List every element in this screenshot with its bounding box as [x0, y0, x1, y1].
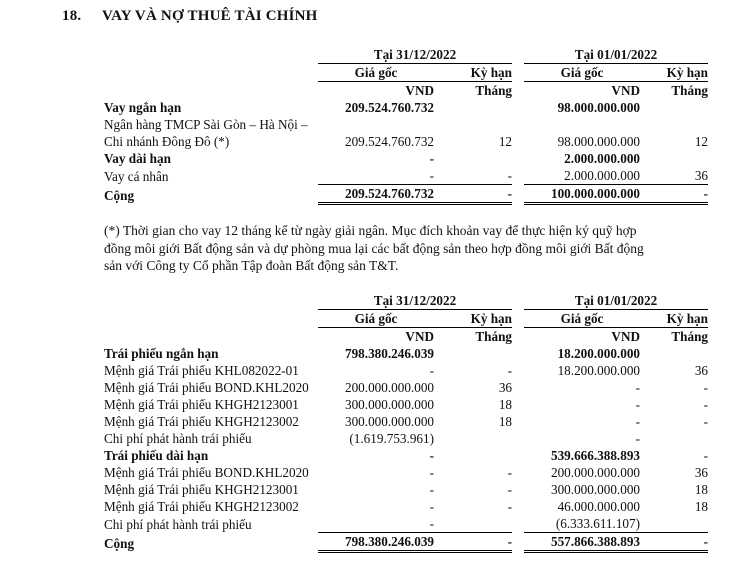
table-row — [104, 447, 708, 464]
cell-term-2022: - — [434, 185, 512, 204]
unit-month: Tháng — [434, 82, 512, 100]
cell-term-2021: 36 — [694, 465, 708, 480]
total-row — [104, 185, 708, 204]
cell-cost-2021: - — [635, 397, 640, 412]
section-heading — [62, 8, 318, 25]
cell-cost-2021: 100.000.000.000 — [524, 185, 640, 204]
cell-cost-2021: 557.866.388.893 — [524, 533, 640, 552]
cell-cost-2021: 2.000.000.000 — [564, 168, 640, 183]
period-2021-header: Tại 01/01/2022 — [524, 292, 708, 310]
cell-term-2022: - — [507, 465, 512, 480]
table-row — [104, 464, 708, 481]
cell-term-2021 — [640, 515, 708, 533]
table-row — [104, 413, 708, 430]
row-label: Trái phiếu dài hạn — [104, 448, 209, 463]
total-row — [104, 533, 708, 552]
cell-cost-2021: 98.000.000.000 — [557, 100, 640, 115]
column-header-row — [104, 64, 708, 82]
cell-term-2021 — [640, 150, 708, 167]
period-2022-header: Tại 31/12/2022 — [318, 292, 512, 310]
cell-cost-2021: - — [635, 380, 640, 395]
unit-month: Tháng — [640, 328, 708, 346]
table-row — [104, 99, 708, 116]
col-term-header: Kỳ hạn — [470, 65, 512, 80]
cell-term-2022 — [434, 99, 512, 116]
cell-cost-2022: 209.524.760.732 — [344, 134, 434, 149]
cell-term-2021: - — [703, 397, 708, 412]
cell-term-2021: 36 — [694, 168, 708, 183]
col-cost-header: Giá gốc — [354, 311, 398, 326]
table-row — [104, 379, 708, 396]
cell-cost-2021: - — [635, 431, 640, 446]
cell-cost-2021: 2.000.000.000 — [564, 151, 640, 166]
cell-cost-2021: 200.000.000.000 — [550, 465, 640, 480]
table-row — [104, 515, 708, 533]
cell-term-2022: 36 — [498, 380, 512, 395]
cell-term-2021: - — [703, 448, 708, 463]
period-header-row — [104, 46, 708, 64]
unit-vnd: VND — [524, 328, 640, 346]
row-label: Trái phiếu ngắn hạn — [104, 346, 219, 361]
cell-term-2022 — [434, 515, 512, 533]
col-cost-header: Giá gốc — [560, 311, 604, 326]
col-cost-header: Giá gốc — [354, 65, 398, 80]
row-label: Vay cá nhân — [104, 168, 169, 184]
table-row — [104, 345, 708, 362]
cell-cost-2022: - — [429, 168, 434, 183]
cell-cost-2022: (1.619.753.961) — [349, 431, 434, 446]
section-number: 18. — [62, 8, 82, 24]
row-label: Chi nhánh Đông Đô (*) — [104, 134, 230, 149]
row-label: Mệnh giá Trái phiếu BOND.KHL2020 — [104, 380, 309, 395]
cell-cost-2022: - — [429, 499, 434, 514]
cell-cost-2022: - — [429, 448, 434, 463]
cell-term-2022: 12 — [498, 134, 512, 149]
cell-term-2022: - — [434, 533, 512, 552]
cell-term-2021: 36 — [694, 363, 708, 378]
cell-term-2021: - — [640, 533, 708, 552]
footnote — [104, 222, 704, 275]
table-row — [104, 481, 708, 498]
cell-cost-2021: 18.200.000.000 — [557, 346, 640, 361]
cell-cost-2022: - — [429, 363, 434, 378]
footnote-line: (*) Thời gian cho vay 12 tháng kể từ ngày giải ngân. Mục đích khoản vay để thực hiện ký quỹ hợp — [104, 223, 637, 238]
footnote-line: đồng môi giới Bất động sản và dự phòng mua lại các bất động sản theo hợp đồng môi giới Bất động — [104, 240, 644, 256]
cell-cost-2022: 300.000.000.000 — [344, 397, 434, 412]
table-row — [104, 116, 708, 133]
col-term-header: Kỳ hạn — [666, 311, 708, 326]
cell-cost-2021: - — [635, 414, 640, 429]
cell-term-2021: - — [640, 185, 708, 204]
cell-term-2022 — [434, 345, 512, 362]
column-header-row — [104, 310, 708, 328]
cell-term-2021: 18 — [694, 499, 708, 514]
row-label: Mệnh giá Trái phiếu KHGH2123002 — [104, 414, 299, 429]
cell-cost-2022: 200.000.000.000 — [344, 380, 434, 395]
row-label: Mệnh giá Trái phiếu KHGH2123002 — [104, 499, 299, 514]
cell-cost-2022: - — [429, 151, 434, 166]
cell-term-2022: 18 — [498, 414, 512, 429]
row-label: Cộng — [104, 535, 135, 551]
period-2021-header: Tại 01/01/2022 — [524, 46, 708, 64]
row-label: Chi phí phát hành trái phiếu — [104, 516, 252, 532]
cell-cost-2022: - — [429, 516, 434, 531]
table-row — [104, 396, 708, 413]
cell-cost-2022: 798.380.246.039 — [318, 533, 434, 552]
table-row — [104, 362, 708, 379]
footnote-line: sản với Công ty Cổ phần Tập đoàn Bất động sản T&T. — [104, 258, 399, 273]
row-label: Vay dài hạn — [104, 151, 171, 166]
cell-term-2021 — [640, 99, 708, 116]
cell-term-2022: - — [507, 363, 512, 378]
cell-cost-2021: 18.200.000.000 — [557, 363, 640, 378]
unit-month: Tháng — [640, 82, 708, 100]
unit-row — [104, 82, 708, 100]
cell-term-2022: - — [507, 168, 512, 183]
cell-term-2021 — [640, 345, 708, 362]
cell-cost-2021: 539.666.388.893 — [550, 448, 640, 463]
cell-cost-2022: - — [429, 482, 434, 497]
cell-term-2022: - — [507, 482, 512, 497]
cell-cost-2022: 209.524.760.732 — [344, 100, 434, 115]
cell-term-2021: 18 — [694, 482, 708, 497]
cell-cost-2022: 300.000.000.000 — [344, 414, 434, 429]
cell-term-2021: - — [703, 414, 708, 429]
row-label: Mệnh giá Trái phiếu KHGH2123001 — [104, 482, 299, 497]
cell-term-2021: 12 — [694, 134, 708, 149]
cell-term-2022 — [434, 447, 512, 464]
col-term-header: Kỳ hạn — [470, 311, 512, 326]
unit-month: Tháng — [434, 328, 512, 346]
cell-term-2022: - — [507, 499, 512, 514]
section-title: VAY VÀ NỢ THUÊ TÀI CHÍNH — [102, 8, 318, 24]
unit-vnd: VND — [318, 82, 434, 100]
cell-term-2022 — [434, 150, 512, 167]
period-header-row — [104, 292, 708, 310]
cell-cost-2022: 209.524.760.732 — [318, 185, 434, 204]
unit-vnd: VND — [318, 328, 434, 346]
cell-term-2022: 18 — [498, 397, 512, 412]
unit-vnd: VND — [524, 82, 640, 100]
row-label: Vay ngắn hạn — [104, 100, 182, 115]
col-cost-header: Giá gốc — [560, 65, 604, 80]
table-row — [104, 150, 708, 167]
row-label: Mệnh giá Trái phiếu BOND.KHL2020 — [104, 465, 309, 480]
period-2022-header: Tại 31/12/2022 — [318, 46, 512, 64]
cell-cost-2021: 300.000.000.000 — [550, 482, 640, 497]
col-term-header: Kỳ hạn — [666, 65, 708, 80]
table-row — [104, 133, 708, 150]
cell-cost-2021: 46.000.000.000 — [557, 499, 640, 514]
cell-term-2021 — [640, 430, 708, 447]
cell-cost-2022: 798.380.246.039 — [344, 346, 434, 361]
row-label: Cộng — [104, 187, 135, 203]
cell-term-2021: - — [703, 380, 708, 395]
cell-cost-2021: (6.333.611.107) — [555, 516, 640, 531]
bonds-table — [104, 292, 708, 553]
cell-cost-2022: - — [429, 465, 434, 480]
table-row — [104, 498, 708, 515]
row-label: Chi phí phát hành trái phiếu — [104, 431, 252, 446]
row-label: Mệnh giá Trái phiếu KHGH2123001 — [104, 397, 299, 412]
loans-table — [104, 46, 708, 205]
cell-cost-2021: 98.000.000.000 — [557, 134, 640, 149]
table-row — [104, 430, 708, 447]
row-label: Mệnh giá Trái phiếu KHL082022-01 — [104, 363, 299, 378]
row-label: Ngân hàng TMCP Sài Gòn – Hà Nội – — [104, 117, 308, 132]
table-row — [104, 167, 708, 185]
unit-row — [104, 328, 708, 346]
cell-term-2022 — [434, 430, 512, 447]
